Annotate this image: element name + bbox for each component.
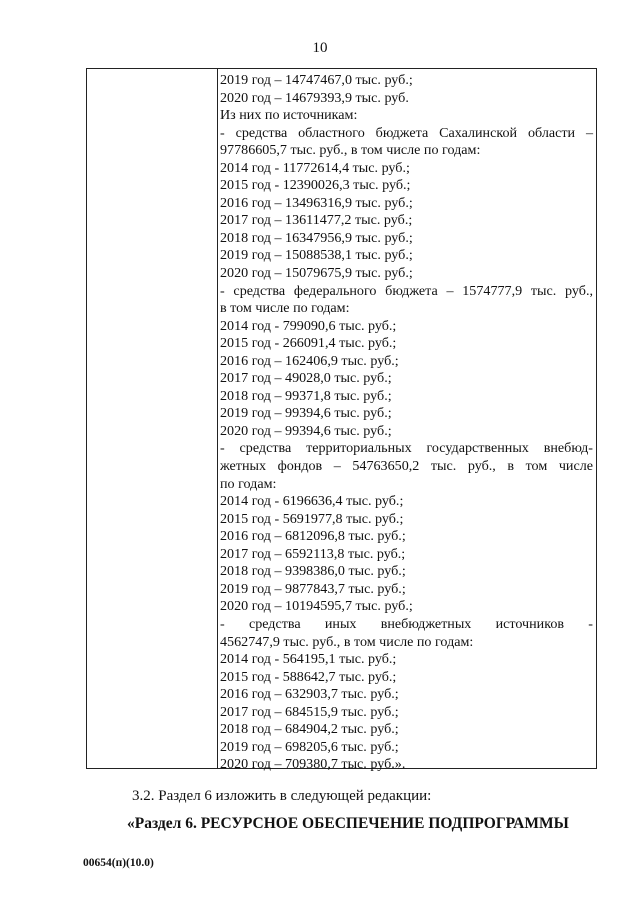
table-text-line: 2018 год – 16347956,9 тыс. руб.; <box>220 229 413 246</box>
section-title: «Раздел 6. РЕСУРСНОЕ ОБЕСПЕЧЕНИЕ ПОДПРОГРАММЫ <box>127 815 569 832</box>
table-column-divider <box>217 69 218 768</box>
table-text-line: - средства федерального бюджета – 1574777,9 тыс. руб., <box>220 282 593 299</box>
table-text-line: 2020 год – 14679393,9 тыс. руб. <box>220 89 409 106</box>
table-text-line: 97786605,7 тыс. руб., в том числе по годам: <box>220 142 481 159</box>
table-text-line: 2018 год – 684904,2 тыс. руб.; <box>220 721 399 738</box>
table-text-line: 2020 год – 10194595,7 тыс. руб.; <box>220 598 413 615</box>
table-text-line: 2018 год – 99371,8 тыс. руб.; <box>220 387 392 404</box>
table-text-line: 2015 год - 5691977,8 тыс. руб.; <box>220 510 404 527</box>
table-text-line: 2016 год – 162406,9 тыс. руб.; <box>220 352 399 369</box>
table-text-line: по годам: <box>220 475 277 492</box>
table-text-line: 2017 год – 49028,0 тыс. руб.; <box>220 370 392 387</box>
table-text-line: 2015 год - 12390026,3 тыс. руб.; <box>220 177 411 194</box>
table-text-line: 2019 год – 9877843,7 тыс. руб.; <box>220 580 406 597</box>
table-text-line: 2020 год – 15079675,9 тыс. руб.; <box>220 265 413 282</box>
table-text-line: 2014 год - 6196636,4 тыс. руб.; <box>220 493 404 510</box>
table-text-line: 2014 год - 564195,1 тыс. руб.; <box>220 651 397 668</box>
table-text-line: 2016 год – 632903,7 тыс. руб.; <box>220 686 399 703</box>
table-text-line: - средства областного бюджета Сахалинской области – <box>220 124 593 141</box>
table-text-line: 2017 год – 684515,9 тыс. руб.; <box>220 703 399 720</box>
table-text-line: жетных фондов – 54763650,2 тыс. руб., в том числе <box>220 458 593 475</box>
table-text-line: - средства территориальных государственных внебюд- <box>220 440 593 457</box>
table-text-line: 2020 год – 709380,7 тыс. руб.». <box>220 756 406 773</box>
table-text-line: 2014 год - 11772614,4 тыс. руб.; <box>220 159 410 176</box>
table-text-line: 2019 год – 15088538,1 тыс. руб.; <box>220 247 413 264</box>
funding-table-cell <box>220 72 593 774</box>
table-text-line: 2017 год – 6592113,8 тыс. руб.; <box>220 545 406 562</box>
table-text-line: 4562747,9 тыс. руб., в том числе по годам: <box>220 633 474 650</box>
table-text-line: 2020 год – 99394,6 тыс. руб.; <box>220 422 392 439</box>
funding-table <box>86 68 597 773</box>
table-text-line: Из них по источникам: <box>220 107 358 124</box>
table-text-line: 2018 год – 9398386,0 тыс. руб.; <box>220 563 406 580</box>
document-code: 00654(п)(10.0) <box>83 857 154 869</box>
table-text-line: 2019 год – 698205,6 тыс. руб.; <box>220 738 399 755</box>
table-text-line: 2016 год – 13496316,9 тыс. руб.; <box>220 194 413 211</box>
amendment-instruction: 3.2. Раздел 6 изложить в следующей редакции: <box>132 788 432 804</box>
table-text-line: 2015 год - 266091,4 тыс. руб.; <box>220 335 397 352</box>
table-text-line: 2019 год – 14747467,0 тыс. руб.; <box>220 72 413 88</box>
table-text-line: 2014 год - 799090,6 тыс. руб.; <box>220 317 397 334</box>
table-text-line: 2019 год – 99394,6 тыс. руб.; <box>220 405 392 422</box>
table-text-line: 2017 год – 13611477,2 тыс. руб.; <box>220 212 413 229</box>
table-text-line: 2015 год - 588642,7 тыс. руб.; <box>220 668 397 685</box>
table-text-line: - средства иных внебюджетных источников - <box>220 615 593 632</box>
table-text-line: в том числе по годам: <box>220 300 350 317</box>
table-text-line: 2016 год – 6812096,8 тыс. руб.; <box>220 528 406 545</box>
page-number: 10 <box>312 40 328 56</box>
